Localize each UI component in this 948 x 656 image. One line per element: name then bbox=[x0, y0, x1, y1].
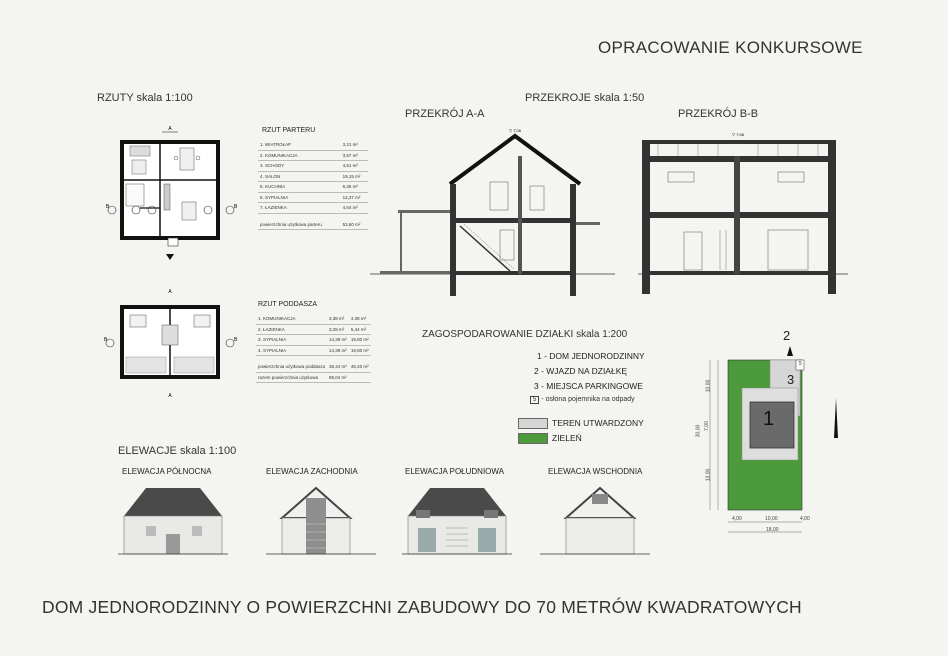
svg-text:A: A bbox=[168, 289, 172, 295]
total-area-total: 48,40 m² bbox=[349, 356, 371, 373]
section-bb-title: PRZEKRÓJ B-B bbox=[678, 108, 759, 120]
attic-table-title: RZUT PODDASZA bbox=[258, 301, 317, 308]
sheet-footer-title: DOM JEDNORODZINNY O POWIERZCHNI ZABUDOWY DO 70 METRÓW KWADRATOWYCH bbox=[42, 597, 802, 617]
bin-note-text: - osłona pojemnika na odpady bbox=[539, 396, 635, 403]
svg-text:A: A bbox=[168, 393, 172, 399]
svg-text:B: B bbox=[234, 204, 238, 210]
table-row bbox=[256, 372, 371, 383]
attic-table bbox=[256, 314, 371, 383]
dim-v-total: 30,00 bbox=[695, 424, 702, 438]
room-name: 1. WIATROŁAP bbox=[258, 140, 341, 150]
room-area: 4,64 m² bbox=[341, 203, 368, 214]
svg-text:A: A bbox=[168, 126, 172, 132]
dim-v-3: 13,00 bbox=[705, 468, 712, 482]
svg-text:B: B bbox=[104, 337, 108, 343]
ground-floor-table bbox=[258, 140, 368, 230]
paved-swatch bbox=[518, 418, 548, 429]
bin-marker-box: 5 bbox=[530, 396, 539, 404]
table-row bbox=[258, 140, 368, 150]
room-area: 3,28 m² bbox=[327, 324, 349, 335]
total-label: powierzchnia użytkowa parteru bbox=[258, 213, 341, 230]
legend-green-label: ZIELEŃ bbox=[552, 433, 582, 443]
table-row bbox=[258, 161, 368, 172]
svg-text:B: B bbox=[234, 337, 238, 343]
room-area-total: 3,38 m² bbox=[349, 314, 371, 324]
table-row bbox=[258, 203, 368, 214]
table-row bbox=[256, 356, 371, 373]
site-plan-drawing bbox=[690, 342, 850, 542]
room-name: 5. KUCHNIA bbox=[258, 182, 341, 193]
ground-floor-table-title: RZUT PARTERU bbox=[262, 127, 316, 134]
dim-v-2: 7,00 bbox=[703, 421, 710, 431]
entrance-marker: 2 bbox=[783, 328, 791, 343]
table-row bbox=[258, 192, 368, 203]
legend-green bbox=[518, 433, 582, 444]
room-area-total: 19,80 m² bbox=[349, 335, 371, 346]
table-row bbox=[258, 171, 368, 182]
section-aa-drawing bbox=[370, 126, 615, 306]
dim-h-2: 10,00 bbox=[765, 516, 778, 522]
table-row bbox=[256, 335, 371, 346]
section-bb-drawing bbox=[638, 126, 848, 306]
room-name: 4. SALON bbox=[258, 171, 341, 182]
room-area: 14,39 m² bbox=[327, 345, 349, 356]
table-row bbox=[256, 314, 371, 324]
room-area: 6,35 m² bbox=[341, 182, 368, 193]
elevation-east bbox=[540, 484, 650, 560]
total-area: 53,60 m² bbox=[341, 213, 368, 230]
elevation-north bbox=[118, 484, 228, 560]
site-item-entrance: 2 - WJAZD NA DZIAŁKĘ bbox=[534, 366, 628, 376]
room-area-total: 19,80 m² bbox=[349, 345, 371, 356]
room-name: 6. SYPIALNIA bbox=[258, 192, 341, 203]
room-name: 2. ŁAZIENKA bbox=[256, 324, 327, 335]
total2-label: razem powierzchnia użytkowa bbox=[256, 372, 327, 383]
svg-text:▽ 7,06: ▽ 7,06 bbox=[732, 132, 744, 137]
site-plan-title: ZAGOSPODAROWANIE DZIAŁKI skala 1:200 bbox=[422, 329, 628, 340]
total2-area: 89,04 m² bbox=[327, 372, 349, 383]
svg-text:▽ 7,06: ▽ 7,06 bbox=[509, 128, 521, 133]
table-row bbox=[258, 213, 368, 230]
table-row bbox=[256, 345, 371, 356]
ground-floor-plan bbox=[100, 122, 240, 262]
room-area: 12,37 m² bbox=[341, 192, 368, 203]
room-area: 4,51 m² bbox=[341, 161, 368, 172]
legend-paved-label: TEREN UTWARDZONY bbox=[552, 418, 644, 428]
svg-text:B: B bbox=[106, 204, 110, 210]
section-aa-title: PRZEKRÓJ A-A bbox=[405, 108, 485, 120]
attic-floor-plan bbox=[100, 285, 240, 405]
room-name: 7. ŁAZIENKA bbox=[258, 203, 341, 214]
elevation-west-label: ELEWACJA ZACHODNIA bbox=[266, 467, 358, 476]
total-label: powierzchnia użytkowa poddasza bbox=[256, 356, 327, 373]
site-item-parking: 3 - MIEJSCA PARKINGOWE bbox=[534, 381, 643, 391]
dim-h-3: 4,00 bbox=[800, 516, 810, 522]
room-name: 3. SCHODY bbox=[258, 161, 341, 172]
dim-h-total: 18,00 bbox=[766, 527, 779, 533]
bin-marker: 5 bbox=[799, 361, 802, 367]
table-row bbox=[256, 324, 371, 335]
room-area: 14,39 m² bbox=[327, 335, 349, 346]
room-name: 2. KOMUNIKACJA bbox=[258, 150, 341, 161]
total-area: 35,44 m² bbox=[327, 356, 349, 373]
sections-title: PRZEKROJE skala 1:50 bbox=[525, 92, 645, 104]
table-row bbox=[258, 182, 368, 193]
room-name: 4. SYPIALNIA bbox=[256, 345, 327, 356]
house-marker: 1 bbox=[763, 408, 775, 430]
site-item-bin-note bbox=[530, 396, 635, 404]
parking-marker: 3 bbox=[787, 372, 795, 387]
dim-h-1: 4,00 bbox=[732, 516, 742, 522]
room-name: 3. SYPIALNIA bbox=[256, 335, 327, 346]
elevation-south bbox=[402, 484, 512, 560]
legend-paved bbox=[518, 418, 644, 429]
elevation-south-label: ELEWACJA POŁUDNIOWA bbox=[405, 467, 504, 476]
room-area: 3,21 m² bbox=[341, 140, 368, 150]
elevation-east-label: ELEWACJA WSCHODNIA bbox=[548, 467, 643, 476]
room-area-total: 5,44 m² bbox=[349, 324, 371, 335]
room-area: 3,57 m² bbox=[341, 150, 368, 161]
plans-title: RZUTY skala 1:100 bbox=[97, 92, 193, 104]
table-row bbox=[258, 150, 368, 161]
room-area: 19,15 m² bbox=[341, 171, 368, 182]
room-name: 1. KOMUNIKACJA bbox=[256, 314, 327, 324]
dim-v-1: 10,00 bbox=[705, 379, 712, 393]
green-swatch bbox=[518, 433, 548, 444]
sheet-title: OPRACOWANIE KONKURSOWE bbox=[598, 38, 863, 57]
site-item-house: 1 - DOM JEDNORODZINNY bbox=[537, 351, 645, 361]
room-area: 3,38 m² bbox=[327, 314, 349, 324]
elevation-west bbox=[266, 484, 376, 560]
elevations-title: ELEWACJE skala 1:100 bbox=[118, 445, 237, 457]
elevation-north-label: ELEWACJA PÓŁNOCNA bbox=[122, 467, 212, 476]
